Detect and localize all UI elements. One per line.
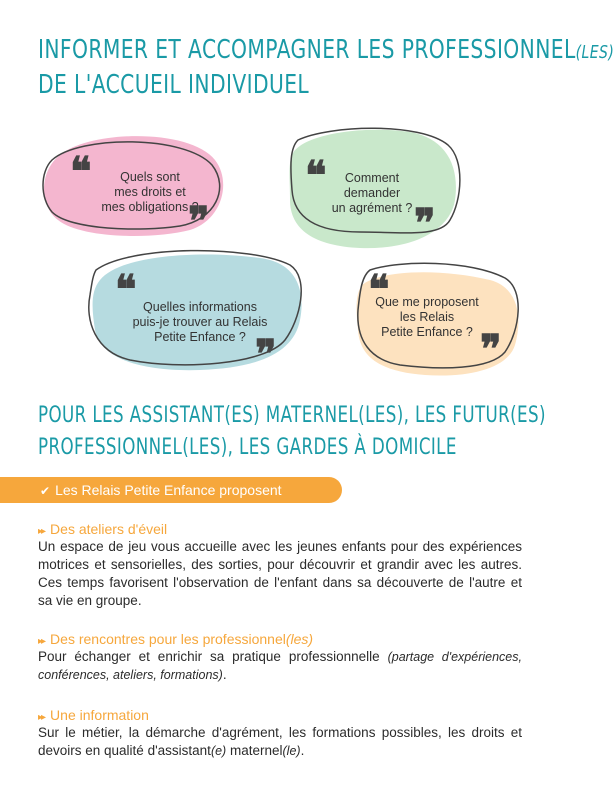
check-icon: ✔ [40, 484, 51, 498]
quote-open-icon: ❝ [368, 266, 390, 313]
section-title-line-2: PROFESSIONNEL(LES), LES GARDES À DOMICILE [38, 435, 457, 460]
title-line-1: INFORMER ET ACCOMPAGNER LES PROFESSIONNEL(LES) [38, 35, 614, 65]
double-arrow-icon: ▸▸ [38, 636, 45, 647]
section-head-rencontres: ▸▸ Des rencontres pour les professionnel(les) [38, 631, 314, 647]
offer-banner [0, 477, 342, 503]
double-arrow-icon: ▸▸ [38, 526, 45, 537]
section-body-information: Sur le métier, la démarche d'agrément, les formations possibles, les droits et devoirs en qualité d'assistant(e) maternel(le). [38, 725, 522, 758]
section-title [38, 400, 546, 464]
section-title-line-1: POUR LES ASSISTANT(ES) MATERNEL(LES), LES FUTUR(ES) [38, 403, 546, 428]
quote-close-icon: ❞ [480, 326, 502, 373]
double-arrow-icon: ▸▸ [38, 712, 45, 723]
quote-close-icon: ❞ [414, 200, 436, 247]
bubble-text-2: Comment demander un agrément ? [331, 171, 413, 215]
page-title [38, 34, 614, 101]
banner-label: Les Relais Petite Enfance proposent [55, 482, 282, 498]
bubble-text-4: Que me proposent les Relais Petite Enfance ? [375, 295, 479, 339]
quote-open-icon: ❝ [70, 148, 92, 195]
bubble-text-1: Quels sont mes droits et mes obligations ? [101, 170, 199, 214]
section-head-information: ▸▸ Une information [38, 707, 149, 723]
quote-close-icon: ❞ [188, 198, 210, 245]
section-head-ateliers: ▸▸ Des ateliers d'éveil [38, 521, 168, 537]
quote-close-icon: ❞ [255, 331, 277, 378]
bubble-text-3: Quelles informations puis-je trouver au Relais Petite Enfance ? [132, 300, 268, 344]
section-body-rencontres: Pour échanger et enrichir sa pratique professionnelle (partage d'expériences, conférences, ateliers, formations). [38, 649, 522, 682]
section-body-ateliers: Un espace de jeu vous accueille avec les jeunes enfants pour des expériences motrices et sensorielles, des sorties, pour découvrir et grandir avec les autres. Ces temps favorisent l'observation de l'enfant dans sa découverte de l'autre et sa vie en groupe. [38, 539, 522, 608]
quote-open-icon: ❝ [115, 266, 137, 313]
question-bubbles [0, 120, 559, 395]
title-line-2: DE L'ACCUEIL INDIVIDUEL [38, 70, 310, 100]
quote-open-icon: ❝ [305, 152, 327, 199]
